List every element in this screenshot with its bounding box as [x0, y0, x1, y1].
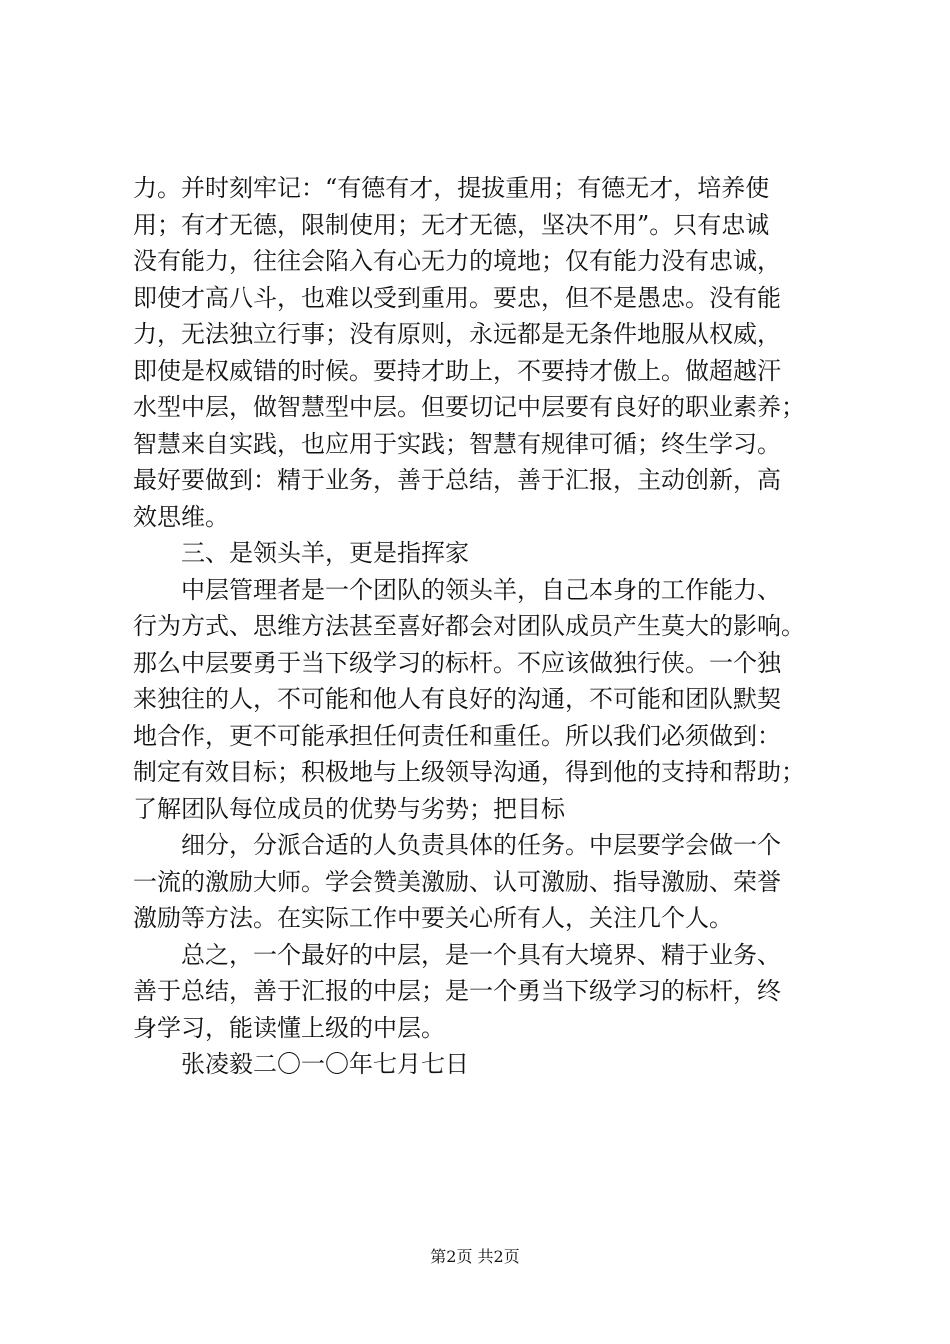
text-line: 即使是权威错的时候。要持才助上，不要持才傲上。做超越汗: [133, 356, 781, 385]
text-line: 总之，一个最好的中层，是一个具有大境界、精于业务、: [181, 940, 781, 969]
signature-date: 张凌毅二〇一〇年七月七日: [181, 1050, 469, 1078]
body-text: [133, 170, 833, 1083]
page-number: 第2页 共2页: [430, 1247, 520, 1266]
text-line: 善于总结，善于汇报的中层；是一个勇当下级学习的标杆，终: [133, 977, 781, 1005]
text-line: 身学习，能读懂上级的中层。: [133, 1013, 445, 1042]
section-heading: [133, 535, 833, 572]
text-line: 最好要做到：精于业务，善于总结，善于汇报，主动创新，高: [133, 466, 781, 494]
paragraph-leader: [133, 572, 833, 828]
text-line: 那么中层要勇于当下级学习的标杆。不应该做独行侠。一个独: [133, 648, 781, 677]
text-line: 没有能力，往往会陷入有心无力的境地；仅有能力没有忠诚，: [133, 247, 781, 275]
text-line: 来独往的人，不可能和他人有良好的沟通，不可能和团队默契: [133, 685, 781, 713]
text-line: 激励等方法。在实际工作中要关心所有人，关注几个人。: [133, 904, 733, 932]
text-line: 了解团队每位成员的优势与劣势；把目标: [133, 794, 565, 823]
text-line: 用；有才无德，限制使用；无才无德，坚决不用”。只有忠诚: [133, 210, 770, 239]
text-line: 中层管理者是一个团队的领头羊，自己本身的工作能力、: [181, 575, 781, 604]
text-line: 水型中层，做智慧型中层。但要切记中层要有良好的职业素养；: [133, 393, 805, 421]
text-line: 力。并时刻牢记：“有德有才，提拔重用；有德无才，培养使: [133, 174, 770, 202]
signature-line: [133, 1046, 833, 1083]
text-line: 行为方式、思维方法甚至喜好都会对团队成员产生莫大的影响。: [133, 612, 805, 640]
paragraph-summary: [133, 937, 833, 1047]
page-footer: [0, 1244, 950, 1267]
text-line: 细分，分派合适的人负责具体的任务。中层要学会做一个: [181, 831, 781, 859]
text-line: 地合作，更不可能承担任何责任和重任。所以我们必须做到：: [133, 721, 781, 750]
text-line: 效思维。: [133, 502, 229, 531]
text-line: 即使才高八斗，也难以受到重用。要忠，但不是愚忠。没有能: [133, 283, 781, 312]
paragraph-continuation: [133, 170, 833, 535]
text-line: 一流的激励大师。学会赞美激励、认可激励、指导激励、荣誉: [133, 867, 781, 896]
section-heading-text: 三、是领头羊，更是指挥家: [181, 539, 469, 567]
paragraph-delegation: [133, 827, 833, 937]
text-line: 力，无法独立行事；没有原则，永远都是无条件地服从权威，: [133, 320, 781, 348]
text-line: 制定有效目标；积极地与上级领导沟通，得到他的支持和帮助；: [133, 758, 805, 786]
text-line: 智慧来自实践，也应用于实践；智慧有规律可循；终生学习。: [133, 429, 781, 458]
